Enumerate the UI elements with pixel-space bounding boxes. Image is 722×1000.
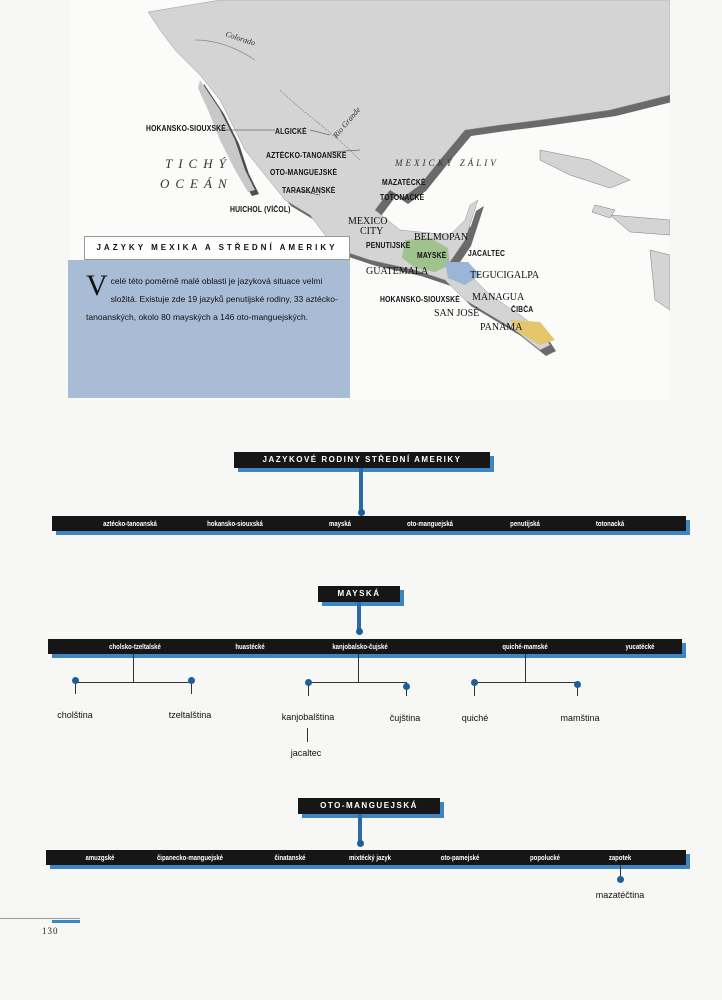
city-mexico-2: CITY bbox=[360, 226, 384, 237]
leaf-mazatectina: mazatéčtina bbox=[595, 890, 645, 900]
info-box-text bbox=[86, 269, 346, 326]
lang-label-mayske: MAYSKÉ bbox=[417, 251, 447, 260]
leaf-kanjobalstina: kanjobalština bbox=[281, 712, 335, 722]
leaf-cholstina: cholština bbox=[57, 710, 93, 720]
branch-line bbox=[75, 682, 191, 683]
tree3-group-oto-pamejske: oto-pamejské bbox=[440, 853, 480, 862]
city-tegucigalpa: TEGUCIGALPA bbox=[470, 270, 540, 281]
lang-label-mazatecke: MAZATÉCKÉ bbox=[382, 178, 426, 187]
leaf-jacaltec: jacaltec bbox=[290, 748, 322, 758]
footer-rule bbox=[0, 918, 80, 919]
branch-line bbox=[525, 654, 526, 682]
city-belmopan: BELMOPAN bbox=[414, 232, 469, 243]
tree3-group-amuzgske: amuzgské bbox=[85, 853, 115, 862]
tree1-family-hokansko: hokansko-siouxská bbox=[207, 519, 263, 528]
tree1-family-mayska: mayská bbox=[328, 519, 352, 528]
gulf-label: MEXICKÝ ZÁLIV bbox=[395, 158, 499, 168]
footer-accent bbox=[52, 920, 80, 923]
city-san-jose: SAN JOSÉ bbox=[434, 308, 480, 319]
tree3-group-cinatanske: činatanské bbox=[274, 853, 306, 862]
tree3-group-mixtecky: mixtécký jazyk bbox=[348, 853, 392, 862]
branch-line bbox=[358, 654, 359, 682]
tree1-header-label: JAZYKOVÉ RODINY STŘEDNÍ AMERIKY bbox=[262, 455, 462, 464]
tree1-family-aztecko: aztécko-tanoanská bbox=[103, 519, 157, 528]
tree2-group-quiche: quiché-mamské bbox=[502, 642, 548, 651]
tree1-family-totonacka: totonacká bbox=[595, 519, 625, 528]
tree3-group-zapotek: zapotek bbox=[608, 853, 632, 862]
city-mexico: MEXICO bbox=[348, 216, 388, 227]
lang-label-aztecko: AZTÉCKO-TANOANSKÉ bbox=[266, 151, 347, 160]
tree2-node bbox=[356, 628, 363, 635]
tree3-group-cipanecko: čipanecko-manguejské bbox=[156, 853, 224, 862]
lang-label-hokansko-1: HOKANSKO-SIOUXSKÉ bbox=[146, 124, 226, 133]
info-box-header bbox=[84, 236, 350, 260]
lang-label-hokansko-2: HOKANSKO-SIOUXSKÉ bbox=[380, 295, 460, 304]
info-box-title: JAZYKY MEXIKA A STŘEDNÍ AMERIKY bbox=[96, 243, 338, 252]
tree3-header-label: OTO-MANGUEJSKÁ bbox=[320, 801, 418, 810]
branch-line bbox=[308, 682, 406, 683]
tree3-node bbox=[357, 840, 364, 847]
leaf-node bbox=[403, 683, 410, 690]
lang-label-penutijske: PENUTIJSKÉ bbox=[366, 241, 411, 250]
lang-label-cibca: ČIBČA bbox=[511, 305, 534, 314]
page-number: 130 bbox=[42, 926, 59, 936]
leaf-tzeltalstina: tzeltalština bbox=[168, 710, 212, 720]
lang-label-taraskanske: TARASKÁNSKÉ bbox=[282, 186, 336, 195]
leaf-node bbox=[72, 677, 79, 684]
tree1-node bbox=[358, 509, 365, 516]
lang-label-algicke: ALGICKÉ bbox=[275, 127, 307, 136]
dropcap: V bbox=[86, 269, 108, 302]
branch-line bbox=[474, 682, 577, 683]
branch-line bbox=[307, 728, 308, 742]
lang-label-totonacke: TOTONACKÉ bbox=[380, 193, 425, 202]
city-managua: MANAGUA bbox=[472, 292, 525, 303]
leaf-node bbox=[471, 679, 478, 686]
leaf-cujstina: čujština bbox=[389, 713, 421, 723]
tree2-header-label: MAYSKÁ bbox=[337, 589, 381, 598]
leaf-node bbox=[305, 679, 312, 686]
tree3-group-popolucke: popolucké bbox=[529, 853, 560, 862]
river-label-colorado: Colorado bbox=[224, 29, 257, 48]
lang-label-jacaltec: JACALTEC bbox=[468, 249, 506, 258]
branch-line bbox=[133, 654, 134, 682]
lang-label-huichol: HUICHOL (VÍČOL) bbox=[230, 205, 291, 214]
tree2-group-huastecke: huastécké bbox=[235, 642, 265, 651]
lang-label-oto: OTO-MANGUEJSKÉ bbox=[270, 168, 338, 177]
tree1-family-penutijska: penutijská bbox=[510, 519, 540, 528]
ocean-label-line2: OCEÁN bbox=[160, 176, 233, 191]
info-box-body: celé této poměrně malé oblasti je jazyková situace velmi složitá. Existuje zde 19 jazyků penutijské rodiny, 33 aztécko-tanoanských, okolo 80 mayských a 146 oto-manguejských. bbox=[86, 276, 338, 322]
tree2-group-kanjobalsko: kanjobalsko-čujské bbox=[332, 642, 388, 651]
tree2-group-yucatecke: yucatécké bbox=[625, 642, 655, 651]
leaf-node bbox=[188, 677, 195, 684]
city-guatemala: GUATEMALA bbox=[366, 266, 429, 277]
leaf-quiche: quiché bbox=[461, 713, 489, 723]
river-label-rio-grande: Rio Grande bbox=[331, 105, 363, 140]
leaf-node bbox=[617, 876, 624, 883]
leaf-mamstina: mamština bbox=[560, 713, 600, 723]
ocean-label-line1: TICHÝ bbox=[165, 156, 232, 171]
tree1-family-oto: oto-manguejská bbox=[406, 519, 453, 528]
city-panama: PANAMA bbox=[480, 322, 523, 333]
tree1-connector bbox=[359, 468, 363, 515]
leaf-node bbox=[574, 681, 581, 688]
tree2-group-cholsko: cholsko-tzeltalské bbox=[109, 642, 161, 651]
